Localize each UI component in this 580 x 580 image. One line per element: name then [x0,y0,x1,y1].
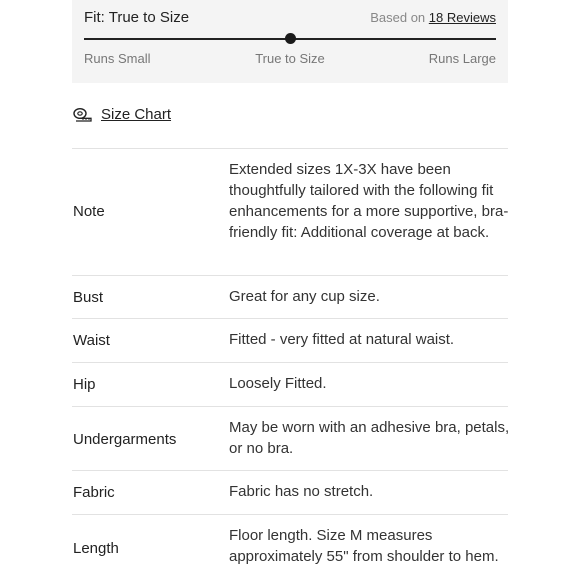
measuring-tape-icon [73,107,92,122]
fit-scale-label-true: True to Size [255,51,325,66]
spec-value: May be worn with an adhesive bra, petals, or no bra. [229,419,510,457]
spec-key: Fabric [73,484,115,501]
fit-summary-panel [72,0,508,83]
spec-key: Hip [73,376,96,393]
fit-reviews-text [370,10,496,25]
fit-scale-label-small: Runs Small [84,51,151,66]
spec-row-note [72,148,508,275]
spec-row-waist [72,318,508,362]
spec-value: Loosely Fitted. [229,375,327,392]
spec-value: Fitted - very fitted at natural waist. [229,331,455,348]
spec-row-fabric [72,470,508,514]
spec-key: Length [73,540,119,557]
spec-row-length [72,514,508,578]
reviews-link[interactable]: 18 Reviews [428,10,496,25]
spec-value: Floor length. Size M measures approximately 55" from shoulder to hem. [229,527,499,565]
fit-title: Fit: True to Size [84,9,190,26]
spec-row-bust [72,275,508,318]
spec-key: Waist [73,332,110,349]
fit-scale-marker [285,33,296,44]
product-specs-table [72,148,508,578]
spec-row-undergarments [72,406,508,470]
fit-scale-label-large: Runs Large [428,51,496,66]
spec-value: Fabric has no stretch. [229,483,374,500]
spec-key: Note [73,203,105,220]
spec-value: Extended sizes 1X-3X have been thoughtfully tailored with the following fit enhancements for a more supportive, bra-friendly fit: Additional coverage at back. [229,161,509,241]
size-chart-link[interactable] [73,106,171,123]
size-chart-label: Size Chart [101,106,172,123]
spec-key: Undergarments [73,431,177,448]
based-on-label: Based on [370,10,426,25]
spec-key: Bust [73,289,104,306]
spec-row-hip [72,362,508,406]
spec-value: Great for any cup size. [229,288,380,305]
